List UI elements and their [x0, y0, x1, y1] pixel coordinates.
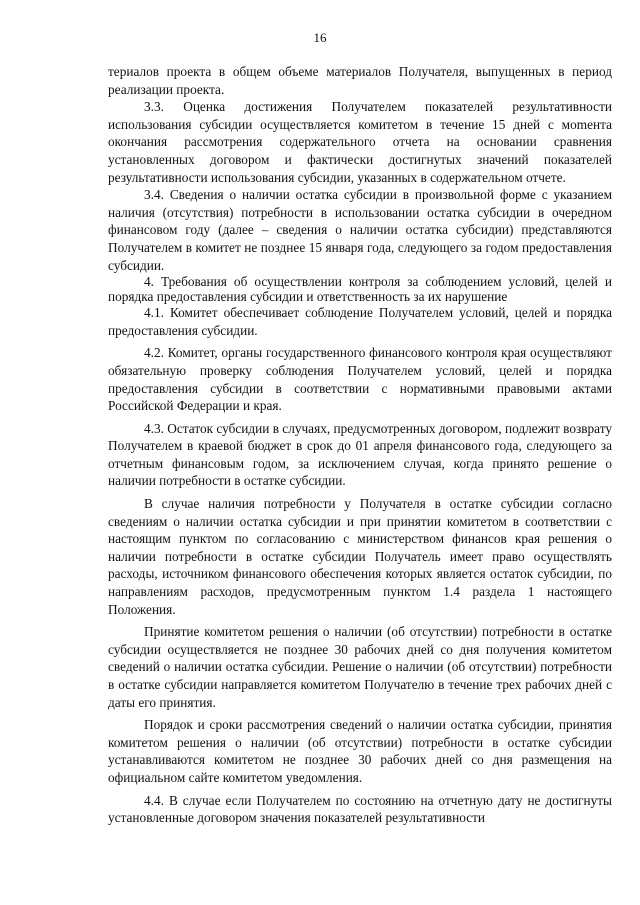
- document-body: [108, 63, 612, 827]
- page-number: 16: [313, 30, 327, 45]
- paragraph-decision: Принятие комитетом решения о наличии (об отсутствии) потребности в остатке субсидии осуществляется не позднее 30 рабочих дней со дня получения комитетом сведений о наличии остатка субсидии. Решение о наличии (об отсутствии) потребности в остатке субсидии направляется комитетом Получателю в течение трех рабочих дней с даты его принятия.: [108, 624, 612, 710]
- paragraph-4-2: 4.2. Комитет, органы государственного финансового контроля края осуществляют обязательную проверку соблюдения Получателем условий, целей и порядка предоставления субсидии в соответствии с нормативными правовыми актами Российской Федерации и края.: [108, 345, 612, 414]
- paragraph-4-4: 4.4. В случае если Получателем по состоянию на отчетную дату не достигнуты установленные договором значения показателей результативности: [108, 792, 612, 826]
- paragraph-continuation: териалов проекта в общем объеме материалов Получателя, выпущенных в период реализации проекта.: [108, 64, 612, 97]
- paragraph-4-1: 4.1. Комитет обеспечивает соблюдение Получателем условий, целей и порядка предоставления субсидии.: [108, 305, 612, 338]
- paragraph-procedure: Порядок и сроки рассмотрения сведений о наличии остатка субсидии, принятия комитетом решения о наличии (об отсутствии) потребности в остатке субсидии устанавливаются комитетом не позднее 30 рабочих дней со дня размещения на официальном сайте комитетом уведомления.: [108, 717, 612, 785]
- section-4-heading: 4. Требования об осуществлении контроля за соблюдением условий, целей и порядка предоставления субсидии и ответственность за их нарушение: [108, 274, 612, 305]
- paragraph-remaining-need: В случае наличия потребности у Получателя в остатке субсидии согласно сведениям о наличии остатка субсидии и при принятии комитетом в соответствии с настоящим пунктом по согласованию с министерством финансов края решения о наличии потребности в остатке субсидии Получатель имеет право осуществлять расходы, источником финансового обеспечения которых является остаток субсидии, по направлениям расходов, предусмотренным пунктом 1.4 раздела 1 настоящего Положения.: [108, 496, 612, 617]
- paragraph-4-3: 4.3. Остаток субсидии в случаях, предусмотренных договором, подлежит возврату Получателем в краевой бюджет в срок до 01 апреля финансового года, следующего за отчетным финансовым годом, за исключением случая, когда принято решение о наличии потребности в остатке субсидии.: [108, 420, 612, 489]
- paragraph-3-4: 3.4. Сведения о наличии остатка субсидии в произвольной форме с указанием наличия (отсутствия) потребности в использовании остатка субсидии в очередном финансовом году (далее – сведения о наличии остатка субсидии) представляются Получателем в комитет не позднее 15 января года, следующего за годом предоставления субсидии.: [108, 187, 612, 273]
- paragraph-3-3: 3.3. Оценка достижения Получателем показателей результативности использования субсидии осуществляется комитетом в течение 15 дней с моmента окончания рассмотрения содержательного отчета на основании сравнения установленных договором и фактически достигнутых значений показателей результативности использования субсидии, указанных в содержательном отчете.: [108, 99, 612, 185]
